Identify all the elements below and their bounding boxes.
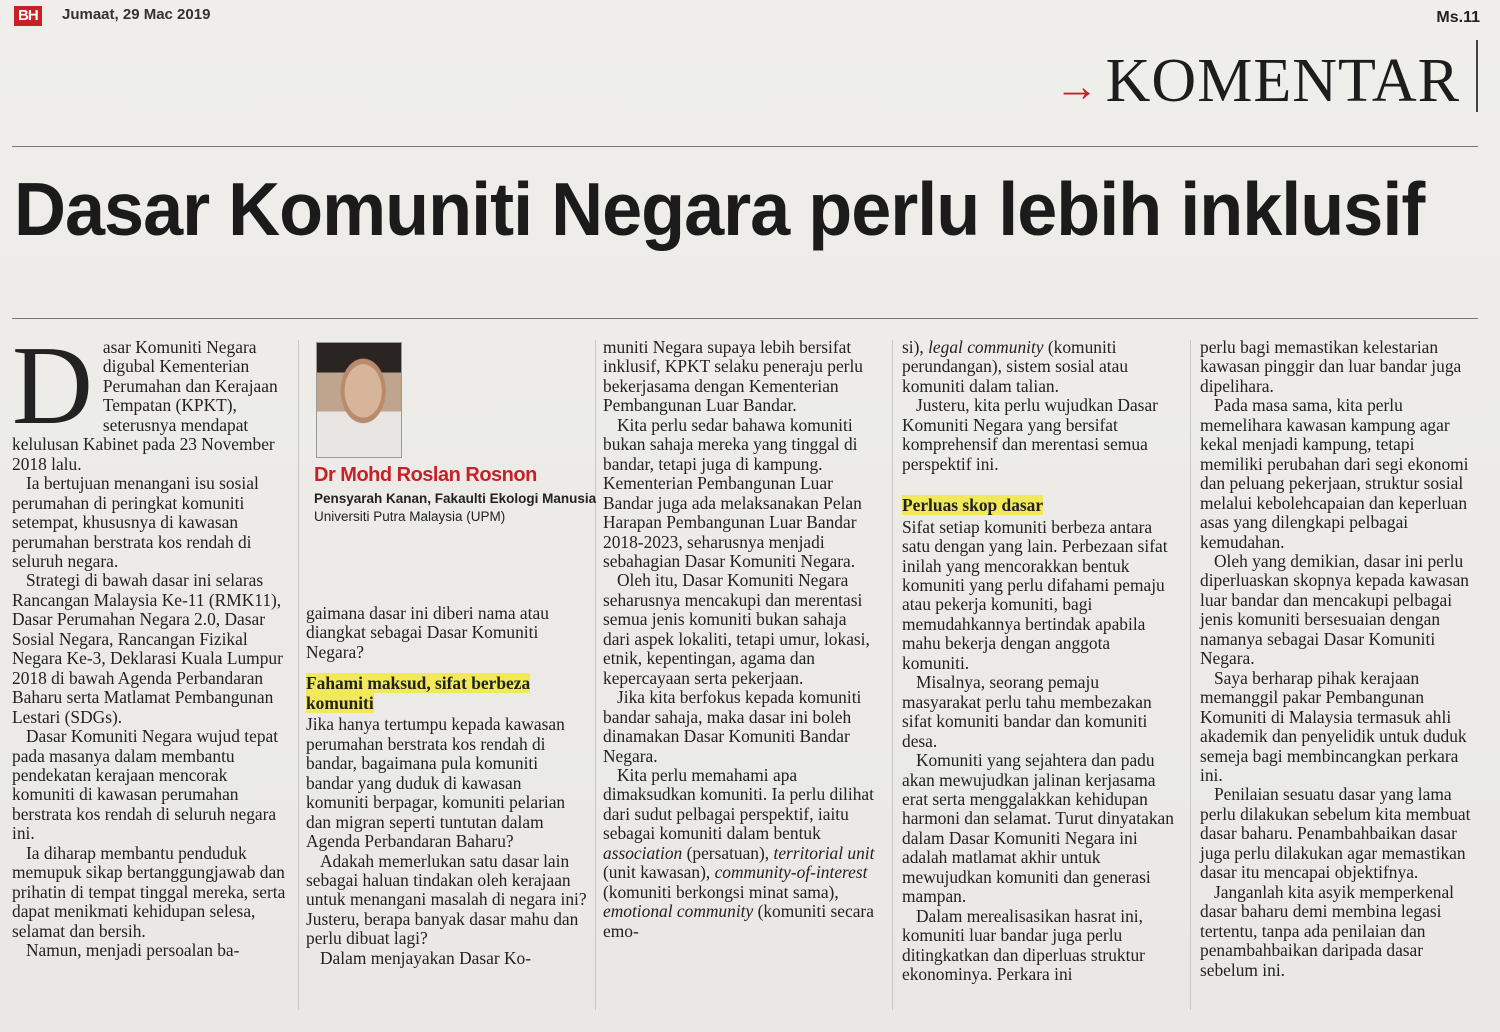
author-box <box>306 338 597 600</box>
page-header <box>0 0 1500 34</box>
subheading-text: Perluas skop dasar <box>902 495 1044 516</box>
page-number: Ms.11 <box>1436 9 1480 26</box>
italic-term: association <box>603 842 683 863</box>
subheading <box>902 496 1178 516</box>
headline-top-rule <box>12 146 1478 147</box>
paragraph: Jika kita berfokus kepada komuniti bandar sahaja, maka dasar ini boleh dinamakan Dasar Komuniti Bandar Negara. <box>603 687 862 766</box>
section-divider <box>1476 40 1478 112</box>
paragraph: Adakah memerlukan satu dasar lain sebagai haluan tindakan oleh kerajaan untuk menangani masalah di negara ini? Justeru, berapa banyak dasar mahu dan perlu dibuat lagi? <box>306 850 587 949</box>
paragraph: Oleh yang demikian, dasar ini perlu diperluaskan skopnya kepada kawasan luar bandar dan mencakupi pelbagai jenis komuniti bersesuaian dengan namanya sebagai Dasar Komuniti Negara. <box>1200 550 1469 669</box>
paragraph: Janganlah kita asyik memperkenal dasar baharu demi membina legasi tertentu, tanpa ada penilaian dan penambahbaikan daripada dasar sebelum ini. <box>1200 881 1455 980</box>
paragraph: Ia bertujuan menangani isu sosial perumahan di peringkat komuniti setempat, khususnya di kawasan perumahan berstrata kos rendah di seluruh negara. <box>12 473 259 571</box>
paragraph: muniti Negara supaya lebih bersifat inklusif, KPKT selaku peneraju perlu bekerjasama dengan Kementerian Pembangunan Luar Bandar. <box>603 337 864 416</box>
issue-date: Jumaat, 29 Mac 2019 <box>62 6 211 23</box>
author-photo <box>316 342 402 458</box>
article-column-3 <box>603 338 877 941</box>
column-divider <box>595 340 596 1010</box>
article-column-2 <box>306 338 597 968</box>
headline-bottom-rule <box>12 318 1478 319</box>
paragraph: Misalnya, seorang pemaju masyarakat perlu tahu membezakan sifat komuniti bandar dan komuniti desa. <box>902 672 1152 751</box>
article-column-5 <box>1200 338 1476 980</box>
author-name: Dr Mohd Roslan Rosnon <box>314 464 537 486</box>
italic-term: legal community <box>928 337 1044 357</box>
italic-term: territorial unit <box>773 842 875 863</box>
section-label <box>1055 46 1460 122</box>
italic-term: community-of-interest <box>714 862 868 883</box>
column-divider <box>298 340 299 1010</box>
paragraph: gaimana dasar ini diberi nama atau diangkat sebagai Dasar Komuniti Negara? <box>306 603 549 662</box>
subheading-text: Fahami maksud, sifat berbeza komuniti <box>306 673 531 713</box>
paragraph: Kita perlu sedar bahawa komuniti bukan sahaja mereka yang tinggal di bandar, tetapi juga di kampung. Kementerian Pembangunan Luar Bandar juga ada melaksanakan Pelan Harapan Pembangunan Luar Bandar 2018-2023, seharusnya menjadi sebahagian Dasar Komuniti Negara. <box>603 414 862 571</box>
paragraph: Dalam merealisasikan hasrat ini, komuniti luar bandar juga perlu ditingkatkan dan diperluas struktur ekonominya. Perkara ini <box>902 905 1145 985</box>
drop-cap: D <box>12 324 93 448</box>
paragraph: Jika hanya tertumpu kepada kawasan perumahan berstrata kos rendah di bandar, bagaimana pula komuniti bandar yang duduk di kawasan komuniti berpagar, komuniti pelarian dan migran seperti tuntutan dalam Agenda Perbandaran Baharu? <box>306 714 566 852</box>
bh-logo: BH <box>14 6 42 26</box>
paragraph: Sifat setiap komuniti berbeza antara satu dengan yang lain. Perbezaan sifat inilah yang mencorakkan bentuk komuniti yang perlu difahami pemaju atau pekerja komuniti, bagi memudahkannya bertindak apabila mahu bekerja dengan anggota komuniti. <box>902 516 1168 673</box>
paragraph: Justeru, kita perlu wujudkan Dasar Komuniti Negara yang bersifat komprehensif dan merentasi semua perspektif ini. <box>902 395 1158 474</box>
author-title <box>314 490 604 526</box>
paragraph <box>902 338 1178 396</box>
paragraph: Komuniti yang sejahtera dan padu akan mewujudkan jalinan kerjasama erat serta menggalakkan kehidupan harmoni dan selamat. Turut dinyatakan dalam Dasar Komuniti Negara ini adalah matlamat akhir untuk mewujudkan komuniti dan generasi mampan. <box>902 750 1174 907</box>
article-column-4 <box>902 338 1178 985</box>
text-run: (komuniti berkongsi minat sama), <box>603 881 839 902</box>
text-run: (persatuan), <box>682 842 774 863</box>
article-column-1 <box>12 324 289 961</box>
paragraph: Dasar Komuniti Negara wujud tepat pada masanya dalam membantu pendekatan kerajaan mencorak komuniti di kawasan perumahan berstrata kos rendah di seluruh negara ini. <box>12 726 279 844</box>
paragraph: Dalam menjayakan Dasar Ko- <box>320 947 532 968</box>
arrow-right-icon: → <box>1054 62 1100 111</box>
text-run: (komuniti secara emo- <box>603 901 874 941</box>
article-headline: Dasar Komuniti Negara perlu lebih inklusif <box>14 168 1425 252</box>
column-divider <box>1190 340 1191 1010</box>
subheading <box>306 674 588 713</box>
paragraph: Saya berharap pihak kerajaan memanggil pakar Pembangunan Komuniti di Malaysia termasuk ahli akademik dan penyelidik untuk duduk semeja bagi membincangkan perkara ini. <box>1200 667 1467 785</box>
paragraph: asar Komuniti Negara digubal Kementerian Perumahan dan Kerajaan Tempatan (KPKT), seterusnya mendapat kelulusan Kabinet pada 23 November 2018 lalu. <box>12 337 278 474</box>
section-title: KOMENTAR <box>1105 47 1460 115</box>
column-divider <box>892 340 893 1010</box>
paragraph: Ia diharap membantu penduduk memupuk sikap bertanggungjawab dan prihatin di tempat tinggal mereka, serta dapat menikmati kehidupan selesa, selamat dan bersih. <box>12 842 286 941</box>
paragraph: Penilaian sesuatu dasar yang lama perlu dilakukan sebelum kita membuat dasar baharu. Penambahbaikan dasar juga perlu dilakukan agar memastikan dasar itu mencapai objektifnya. <box>1200 784 1471 883</box>
paragraph: Strategi di bawah dasar ini selaras Rancangan Malaysia Ke-11 (RMK11), Dasar Perumahan Negara 2.0, Dasar Sosial Negara, Rancangan Fizikal Negara Ke-3, Deklarasi Kuala Lumpur 2018 di bawah Agenda Perbandaran Baharu serta Matlamat Pembangunan Lestari (SDGs). <box>12 570 283 727</box>
text-run: (unit kawasan), <box>603 862 715 883</box>
italic-term: emotional community <box>603 901 754 922</box>
paragraph: Namun, menjadi persoalan ba- <box>26 940 240 961</box>
text-run: Kita perlu memahami apa dimaksudkan komuniti. Ia perlu dilihat dari sudut pelbagai perspektif, iaitu sebagai komuniti dalam bentuk <box>603 764 874 844</box>
paragraph: Oleh itu, Dasar Komuniti Negara seharusnya mencakupi dan merentasi semua jenis komuniti bukan sahaja dari aspek lokaliti, tetapi umur, lokasi, etnik, kepentingan, agama dan kepercayaan serta pekerjaan. <box>603 570 870 688</box>
paragraph: perlu bagi memastikan kelestarian kawasan pinggir dan luar bandar juga dipelihara. <box>1200 337 1462 396</box>
text-run: si), <box>902 337 929 357</box>
text-run: (komuniti perundangan), sistem sosial atau komuniti dalam talian. <box>902 337 1129 396</box>
author-affiliation: Universiti Putra Malaysia (UPM) <box>314 509 506 524</box>
paragraph <box>603 766 877 941</box>
paragraph: Pada masa sama, kita perlu memelihara kawasan kampung agar kekal menjadi kampung, tetapi memiliki perubahan dari segi ekonomi dan peluang pekerjaan, struktur sosial melalui kebolehcapaian dan keperluan asas yang dilengkapi pelbagai kemudahan. <box>1200 395 1469 552</box>
author-role: Pensyarah Kanan, Fakaulti Ekologi Manusia <box>314 491 597 506</box>
